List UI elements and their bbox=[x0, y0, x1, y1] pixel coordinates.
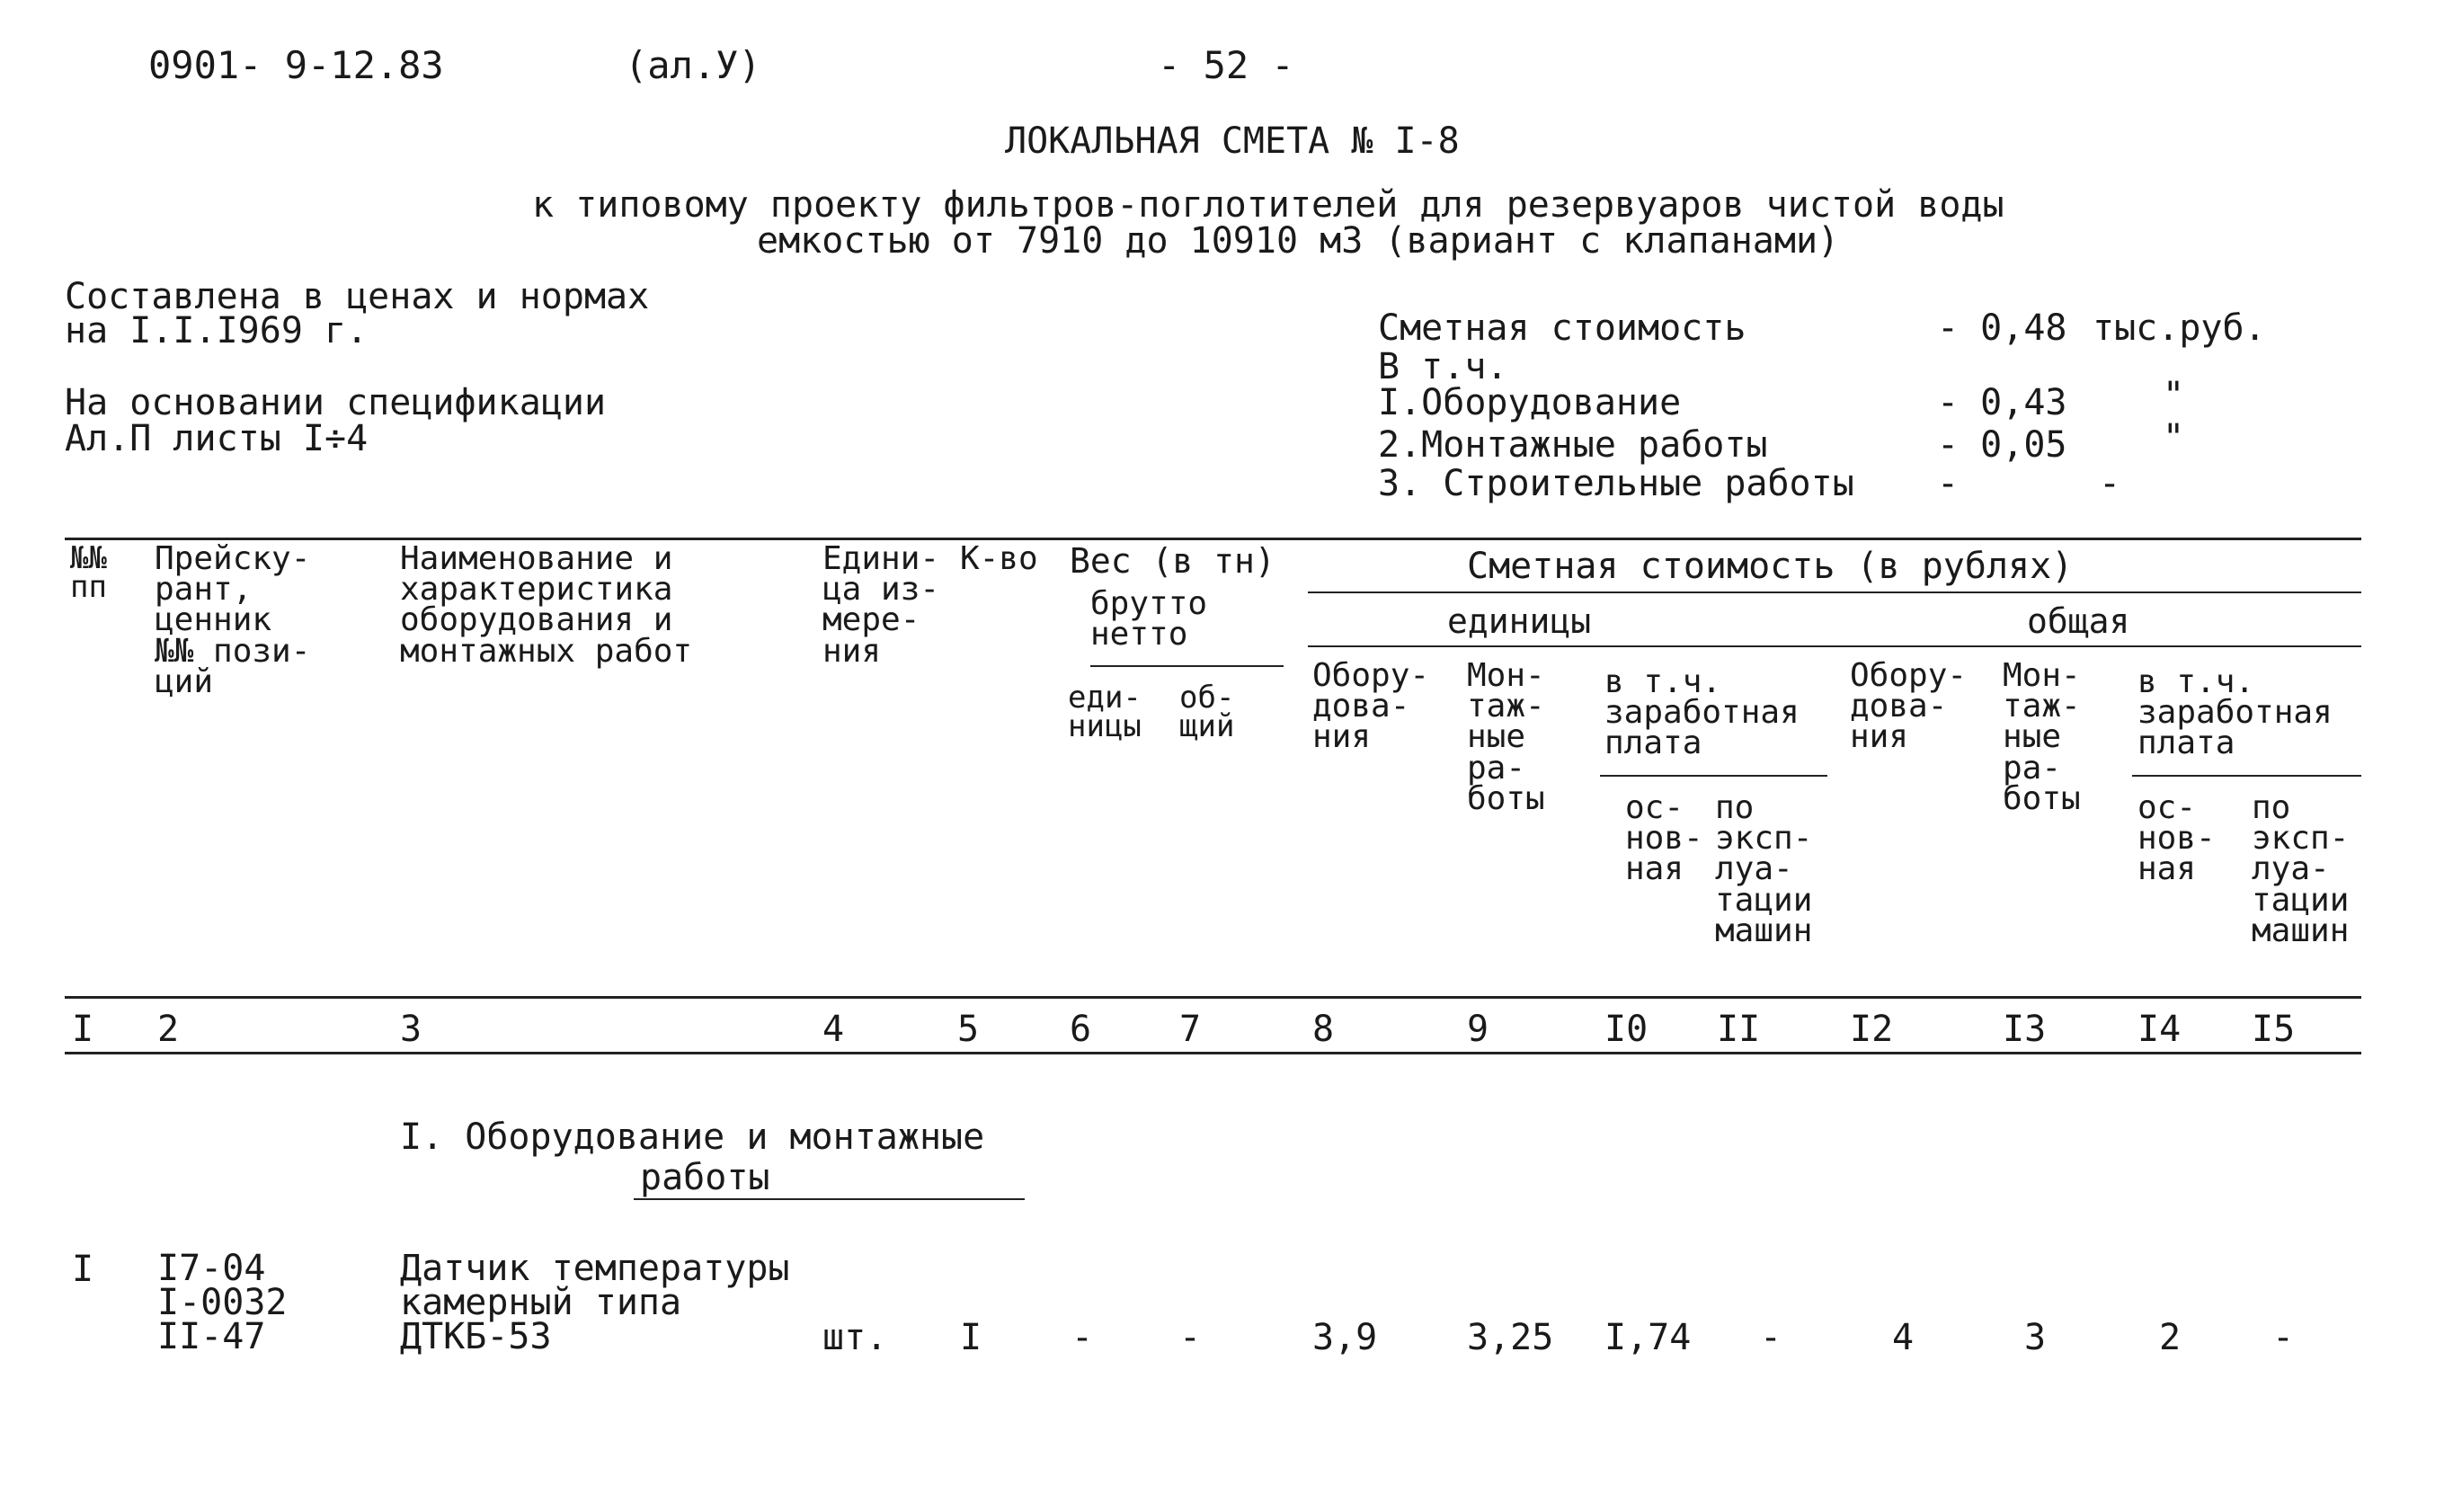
column-number-7: 7 bbox=[1179, 1009, 1202, 1050]
row-equipment-unit-cost: 3,9 bbox=[1312, 1317, 1378, 1358]
col-header-unit-cost-group: единицы bbox=[1447, 601, 1592, 641]
row-wage-basic-total: 2 bbox=[2159, 1317, 2182, 1358]
section-heading-line2: работы bbox=[640, 1157, 770, 1198]
column-number-12: I2 bbox=[1850, 1009, 1894, 1050]
col-header-wage-total-group: в т.ч. заработная плата bbox=[2137, 663, 2333, 762]
row-unit: шт. bbox=[822, 1317, 888, 1358]
construction-cost-label: 3. Строительные работы bbox=[1378, 463, 1854, 504]
construction-cost-value: - bbox=[1937, 463, 1960, 504]
row-quantity: I bbox=[960, 1317, 982, 1358]
document-title: ЛОКАЛЬНАЯ СМЕТА № I-8 bbox=[1005, 120, 1460, 162]
col-header-quantity: К-во bbox=[960, 540, 1038, 577]
row-installation-total: 3 bbox=[2024, 1317, 2047, 1358]
column-number-4: 4 bbox=[822, 1009, 845, 1050]
total-cost-value: - 0,48 bbox=[1937, 307, 2067, 349]
col-header-wage-machine-unit: по эксп- луа- тации машин bbox=[1715, 789, 1813, 949]
row-item-name: Датчик температуры камерный типа ДТКБ-53 bbox=[400, 1248, 790, 1357]
col-header-equipment-total: Обору- дова- ния bbox=[1850, 657, 1968, 756]
row-wage-machine-unit: - bbox=[1760, 1317, 1782, 1358]
column-number-6: 6 bbox=[1070, 1009, 1092, 1050]
section-heading-line1: I. Оборудование и монтажные bbox=[400, 1116, 985, 1158]
row-equipment-total: 4 bbox=[1892, 1317, 1915, 1358]
column-number-5: 5 bbox=[957, 1009, 980, 1050]
col-header-installation-total: Мон- таж- ные ра- боты bbox=[2003, 657, 2081, 817]
prices-basis-line1: Составлена в ценах и нормах bbox=[65, 276, 650, 317]
column-number-13: I3 bbox=[2003, 1009, 2047, 1050]
row-installation-unit-cost: 3,25 bbox=[1467, 1317, 1554, 1358]
col-header-total-cost-group: общая bbox=[2027, 601, 2130, 641]
col-header-weight-total: об- щий bbox=[1179, 680, 1235, 745]
section-heading-underline bbox=[634, 1198, 1025, 1200]
album-number: (ал.У) bbox=[625, 43, 761, 87]
column-number-1: I bbox=[72, 1009, 94, 1050]
document-subtitle-line1: к типовому проекту фильтров-поглотителей для резервуаров чистой воды bbox=[532, 184, 2004, 226]
row-wage-basic-unit: I,74 bbox=[1604, 1317, 1692, 1358]
col-header-weight-gross-net: брутто нетто bbox=[1090, 585, 1208, 654]
installation-cost-label: 2.Монтажные работы bbox=[1378, 424, 1768, 466]
col-header-wage-basic-unit: ос- нов- ная bbox=[1625, 789, 1703, 888]
equipment-cost-unit: " bbox=[2163, 375, 2185, 416]
col-header-price-list: Прейску- рант, ценник №№ пози- ций bbox=[155, 540, 311, 700]
column-number-15: I5 bbox=[2252, 1009, 2296, 1050]
col-header-installation-unit: Мон- таж- ные ра- боты bbox=[1467, 657, 1545, 817]
column-number-9: 9 bbox=[1467, 1009, 1489, 1050]
specification-basis-line1: На основании спецификации bbox=[65, 382, 607, 423]
column-number-11: II bbox=[1717, 1009, 1761, 1050]
col-header-wage-basic-total: ос- нов- ная bbox=[2137, 789, 2216, 888]
header-bottom-rule bbox=[65, 996, 2361, 999]
column-number-2: 2 bbox=[157, 1009, 180, 1050]
row-weight-total: - bbox=[1179, 1317, 1202, 1358]
col-header-name: Наименование и характеристика оборудования и монтажных работ bbox=[400, 540, 693, 670]
wage-unit-group-rule bbox=[1600, 775, 1827, 777]
installation-cost-value: - 0,05 bbox=[1937, 424, 2067, 466]
col-header-wage-machine-total: по эксп- луа- тации машин bbox=[2252, 789, 2350, 949]
row-number: I bbox=[72, 1249, 94, 1290]
col-header-row-number: №№ пп bbox=[70, 540, 107, 606]
total-cost-unit: тыс.руб. bbox=[2093, 307, 2266, 349]
column-number-8: 8 bbox=[1312, 1009, 1335, 1050]
document-subtitle-line2: емкостью от 7910 до 10910 м3 (вариант с клапанами) bbox=[757, 220, 1840, 262]
row-wage-machine-total: - bbox=[2272, 1317, 2295, 1358]
total-cost-label: Сметная стоимость bbox=[1378, 307, 1746, 349]
col-header-weight: Вес (в тн) bbox=[1070, 541, 1275, 581]
col-header-unit: Едини- ца из- мере- ния bbox=[822, 540, 940, 670]
col-header-equipment-unit: Обору- дова- ния bbox=[1312, 657, 1430, 756]
equipment-cost-value: - 0,43 bbox=[1937, 382, 2067, 423]
column-number-3: 3 bbox=[400, 1009, 422, 1050]
installation-cost-unit: " bbox=[2163, 417, 2185, 458]
column-number-10: I0 bbox=[1604, 1009, 1649, 1050]
col-header-weight-unit: еди- ницы bbox=[1068, 680, 1142, 745]
column-number-14: I4 bbox=[2137, 1009, 2182, 1050]
column-numbers-rule bbox=[65, 1052, 2361, 1054]
cost-group-rule bbox=[1308, 591, 2361, 593]
specification-basis-line2: Ал.П листы I÷4 bbox=[65, 418, 369, 459]
doc-code: 0901- 9-12.83 bbox=[148, 43, 444, 87]
page-number: - 52 - bbox=[1158, 43, 1294, 87]
row-weight-unit: - bbox=[1071, 1317, 1094, 1358]
construction-cost-unit: - bbox=[2099, 463, 2121, 504]
equipment-cost-label: I.Оборудование bbox=[1378, 382, 1682, 423]
weight-subheader-rule bbox=[1090, 665, 1284, 667]
col-header-wage-unit-group: в т.ч. заработная плата bbox=[1604, 663, 1800, 762]
unit-total-group-rule bbox=[1308, 645, 2361, 647]
wage-total-group-rule bbox=[2132, 775, 2361, 777]
including-label: В т.ч. bbox=[1378, 346, 1508, 387]
prices-basis-line2: на I.I.I969 г. bbox=[65, 310, 369, 351]
col-header-cost-group: Сметная стоимость (в рублях) bbox=[1467, 546, 2074, 587]
row-price-codes: I7-04 I-0032 II-47 bbox=[157, 1248, 288, 1357]
